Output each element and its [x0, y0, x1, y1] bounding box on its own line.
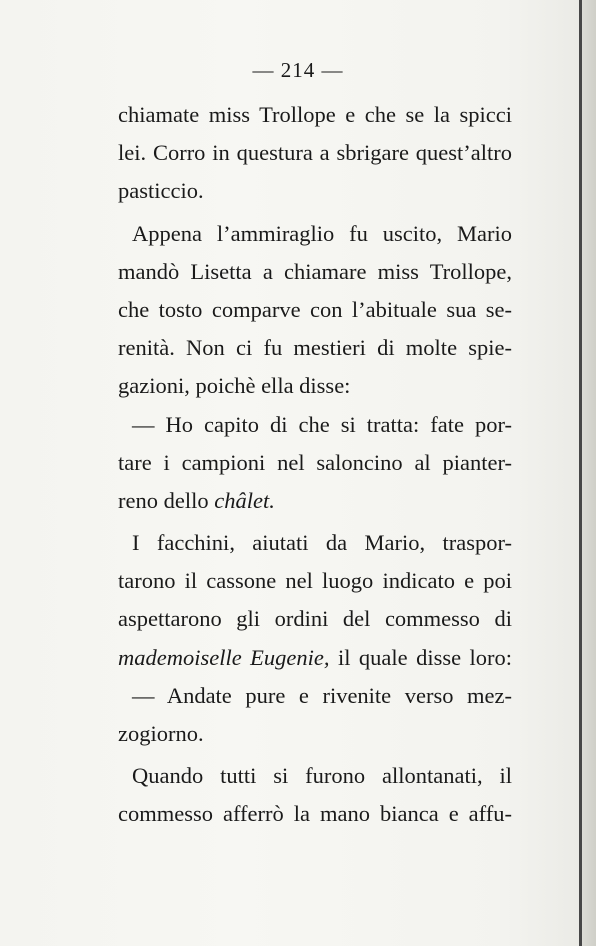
text-line-11-italic: châlet. [214, 487, 275, 513]
body-text [118, 96, 512, 834]
text-line-2: lei. Corro in questura a sbrigare quest’altro [118, 140, 512, 166]
text-line-15-italic: mademoiselle Eugenie, [118, 644, 330, 670]
text-line-11-a: reno dello [118, 487, 215, 513]
text-line-8: gazioni, poichè ella disse: [118, 373, 351, 399]
text-line-17: zogiorno. [118, 721, 204, 746]
text-line-6: che tosto comparve con l’abituale sua se- [118, 296, 512, 322]
text-line-11 [118, 482, 512, 520]
text-line-9: — Ho capito di che si tratta: fate por- [132, 411, 512, 437]
text-line-18: Quando tutti si furono allontanati, il [132, 763, 512, 789]
page-edge-shadow [582, 0, 596, 946]
text-line-16: — Andate pure e rivenite verso mez- [132, 682, 512, 708]
text-line-19: commesso afferrò la mano bianca e affu- [118, 801, 512, 827]
text-line-4: Appena l’ammiraglio fu uscito, Mario [132, 220, 512, 246]
text-line-3: pasticcio. [118, 178, 204, 204]
book-spine-line [579, 0, 582, 946]
text-line-14: aspettarono gli ordini del commesso di [118, 606, 512, 632]
text-line-7: renità. Non ci fu mestieri di molte spie- [118, 335, 512, 361]
page-number: — 214 — [252, 58, 344, 82]
text-line-15-b: il quale disse loro: [329, 644, 513, 670]
text-line-13: tarono il cassone nel luogo indicato e poi [118, 568, 512, 594]
text-line-15 [118, 639, 512, 677]
text-line-5: mandò Lisetta a chiamare miss Trollope, [118, 258, 512, 284]
text-line-12: I facchini, aiutati da Mario, traspor- [132, 530, 512, 556]
text-line-10: tare i campioni nel saloncino al pianter- [118, 449, 512, 475]
text-line-1: chiamate miss Trollope e che se la spicci [118, 102, 512, 127]
